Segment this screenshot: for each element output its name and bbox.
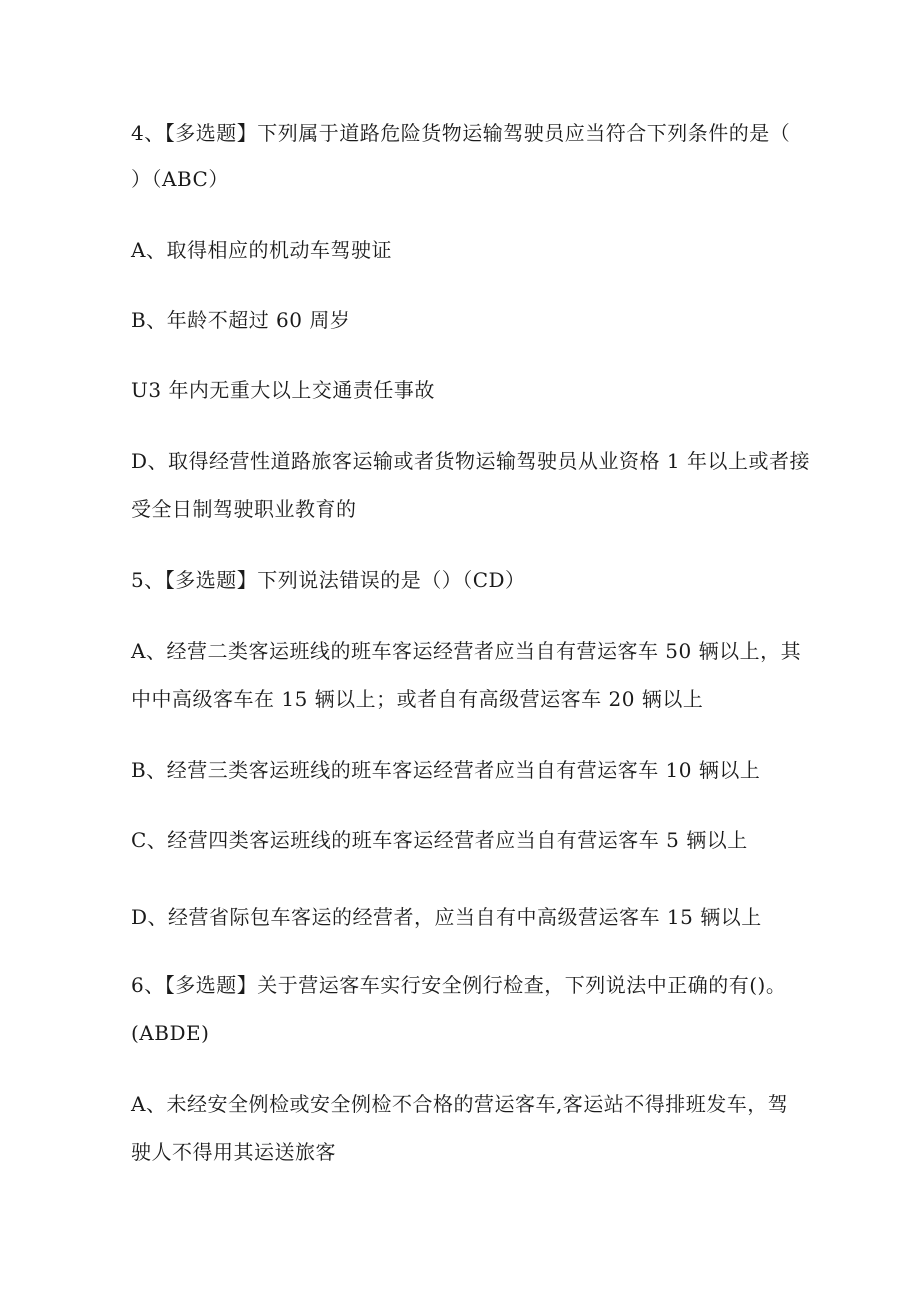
question-4-option-d-line-1: D、取得经营性道路旅客运输或者货物运输驾驶员从业资格 1 年以上或者接 bbox=[131, 449, 810, 473]
question-6-option-a-line-1: A、未经安全例检或安全例检不合格的营运客车,客运站不得排班发车，驾 bbox=[131, 1092, 789, 1116]
question-6-option-a-line-2: 驶人不得用其运送旅客 bbox=[131, 1140, 336, 1164]
question-4-option-d-line-2: 受全日制驾驶职业教育的 bbox=[131, 497, 357, 521]
question-4-stem-line-2: ）（ABC） bbox=[131, 167, 229, 191]
question-5-stem: 5、【多选题】下列说法错误的是（）（CD） bbox=[131, 568, 526, 592]
question-5-option-a-line-1: A、经营二类客运班线的班车客运经营者应当自有营运客车 50 辆以上，其 bbox=[131, 639, 802, 663]
question-4-option-a: A、取得相应的机动车驾驶证 bbox=[131, 238, 392, 262]
question-5-option-c: C、经营四类客运班线的班车客运经营者应当自有营运客车 5 辆以上 bbox=[131, 828, 748, 852]
question-4-stem-line-1: 4、【多选题】下列属于道路危险货物运输驾驶员应当符合下列条件的是（ bbox=[131, 121, 791, 145]
question-5-option-b: B、经营三类客运班线的班车客运经营者应当自有营运客车 10 辆以上 bbox=[131, 758, 761, 782]
question-6-stem-line-1: 6、【多选题】关于营运客车实行安全例行检查，下列说法中正确的有()。 bbox=[131, 973, 787, 997]
question-5-option-d: D、经营省际包车客运的经营者，应当自有中高级营运客车 15 辆以上 bbox=[131, 905, 762, 929]
question-4-option-b: B、年龄不超过 60 周岁 bbox=[131, 308, 351, 332]
question-6-stem-line-2: (ABDE) bbox=[131, 1021, 210, 1045]
question-4-option-c: U3 年内无重大以上交通责任事故 bbox=[131, 378, 435, 402]
question-5-option-a-line-2: 中中高级客车在 15 辆以上；或者自有高级营运客车 20 辆以上 bbox=[131, 687, 704, 711]
